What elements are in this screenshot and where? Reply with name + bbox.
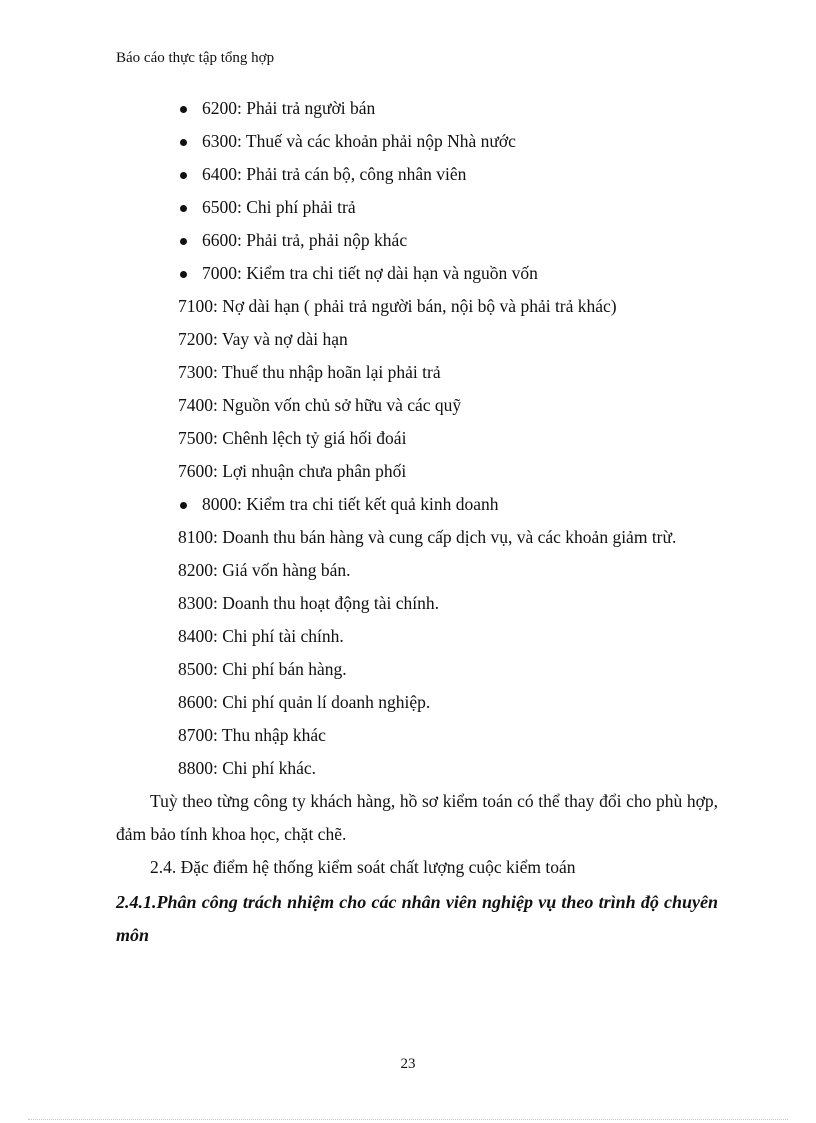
subsection-heading: 2.4.1.Phân công trách nhiệm cho các nhân viên nghiệp vụ theo trình độ chuyên môn [116,892,718,945]
bullet-dot-icon [180,205,187,212]
sub-item: 8500: Chi phí bán hàng. [178,659,347,679]
bullet-item-text: 6600: Phải trả, phải nộp khác [202,230,408,250]
sub-item: 8300: Doanh thu hoạt động tài chính. [178,593,440,613]
bullet-item [116,191,718,224]
sub-item: 8200: Giá vốn hàng bán. [178,560,351,580]
bullet-item [116,257,718,290]
sub-item: 8600: Chi phí quản lí doanh nghiệp. [178,692,431,712]
audit-code-list [116,92,718,785]
page-bottom-divider [28,1119,788,1120]
sub-item: 7200: Vay và nợ dài hạn [178,329,348,349]
bullet-item [116,125,718,158]
bullet-item [116,158,718,191]
body-paragraph: Tuỳ theo từng công ty khách hàng, hồ sơ kiểm toán có thể thay đổi cho phù hợp, đảm bảo tính khoa học, chặt chẽ. [116,791,718,844]
bullet-dot-icon [180,106,187,113]
bullet-item-text: 6500: Chi phí phải trả [202,197,356,217]
sub-item: 7300: Thuế thu nhập hoãn lại phải trả [178,362,441,382]
bullet-dot-icon [180,139,187,146]
sub-item: 8800: Chi phí khác. [178,758,317,778]
sub-item: 8400: Chi phí tài chính. [178,626,344,646]
sub-item: 8100: Doanh thu bán hàng và cung cấp dịch vụ, và các khoản giảm trừ. [178,527,677,547]
page-body [116,92,718,952]
bullet-dot-icon [180,502,187,509]
bullet-dot-icon [180,238,187,245]
bullet-item-text: 6300: Thuế và các khoản phải nộp Nhà nước [202,131,516,151]
bullet-item-text: 7000: Kiểm tra chi tiết nợ dài hạn và nguồn vốn [202,263,538,283]
sub-item: 7600: Lợi nhuận chưa phân phối [178,461,407,481]
bullet-dot-icon [180,271,187,278]
bullet-item-text: 6200: Phải trả người bán [202,98,376,118]
bullet-dot-icon [180,172,187,179]
bullet-item-text: 8000: Kiểm tra chi tiết kết quả kinh doanh [202,494,499,514]
bullet-item [116,92,718,125]
sub-item: 7100: Nợ dài hạn ( phải trả người bán, nội bộ và phải trả khác) [178,296,617,316]
bullet-item-text: 6400: Phải trả cán bộ, công nhân viên [202,164,467,184]
bullet-item [116,488,718,521]
page-number: 23 [400,1056,416,1072]
section-heading: 2.4. Đặc điểm hệ thống kiểm soát chất lượng cuộc kiểm toán [150,857,576,877]
sub-item: 7500: Chênh lệch tỷ giá hối đoái [178,428,407,448]
sub-item: 8700: Thu nhập khác [178,725,326,745]
sub-item: 7400: Nguồn vốn chủ sở hữu và các quỹ [178,395,462,415]
running-header: Báo cáo thực tập tổng hợp [116,50,275,66]
bullet-item [116,224,718,257]
